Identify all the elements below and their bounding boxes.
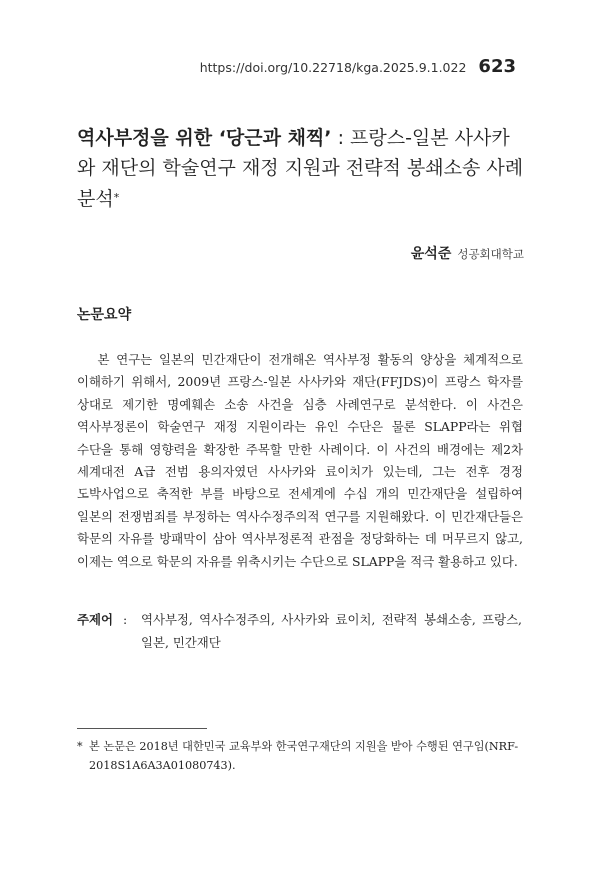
abstract-body — [77, 349, 523, 573]
title-subtitle: 프랑스-일본 사사카와 재단의 학술연구 재정 지원과 전략적 봉쇄소송 사례 분석 — [77, 127, 524, 210]
author-line — [411, 243, 524, 263]
keywords-colon: : — [123, 612, 128, 627]
footnote-mark: * — [77, 740, 83, 753]
page-number: 623 — [478, 56, 516, 77]
keywords — [77, 608, 523, 654]
title-footnote-mark: * — [113, 191, 120, 204]
keywords-label: 주제어 — [77, 612, 113, 627]
footnote-divider — [77, 728, 207, 729]
paper-title — [77, 123, 527, 214]
abstract-heading: 논문요약 — [77, 307, 132, 323]
title-main: 역사부정을 위한 ‘당근과 채찍’ — [77, 127, 332, 149]
footnote — [77, 737, 523, 775]
footnote-text: 본 논문은 2018년 대한민국 교육부와 한국연구재단의 지원을 받아 수행된 연구임(NRF-2018S1A6A3A01080743). — [89, 740, 519, 772]
keywords-list: 역사부정, 역사수정주의, 사사카와 료이치, 전략적 봉쇄소송, 프랑스, 일본, 민간재단 — [141, 612, 522, 650]
doi-link[interactable]: https://doi.org/10.22718/kga.2025.9.1.022 — [199, 60, 467, 75]
author-affiliation: 성공회대학교 — [457, 247, 524, 261]
page-header — [200, 56, 516, 77]
title-separator: : — [331, 127, 351, 149]
author-name: 윤석준 — [410, 246, 452, 262]
abstract-text: 본 연구는 일본의 민간재단이 전개해온 역사부정 활동의 양상을 체계적으로 이해하기 위해서, 2009년 프랑스-일본 사사카와 재단(FFJDS)이 프랑스 학자를 상대로 제기한 명예훼손 소송 사건을 심층 사례연구로 분석한다. 이 사건은 역사부정론이 학술연구 재정 지원이라는 유인 수단은 물론 SLAPP라는 위협 수단을 통해 영향력을 확장한 주목할 만한 사례이다. 이 사건의 배경에는 제2차 세계대전 A급 전범 용의자였던 사사카와 료이치가 있는데, 그는 전후 경정 도박사업으로 축적한 부를 바탕으로 전세계에 수십 개의 민간재단을 설립하여 일본의 전쟁범죄를 부정하는 역사수정주의적 연구를 지원해왔다. 이 민간재단들은 학문의 자유를 방패막이 삼아 역사부정론적 관점을 정당화하는 데 머무르지 않고, 이제는 역으로 학문의 자유를 위축시키는 수단으로 SLAPP을 적극 활용하고 있다. — [77, 352, 523, 569]
